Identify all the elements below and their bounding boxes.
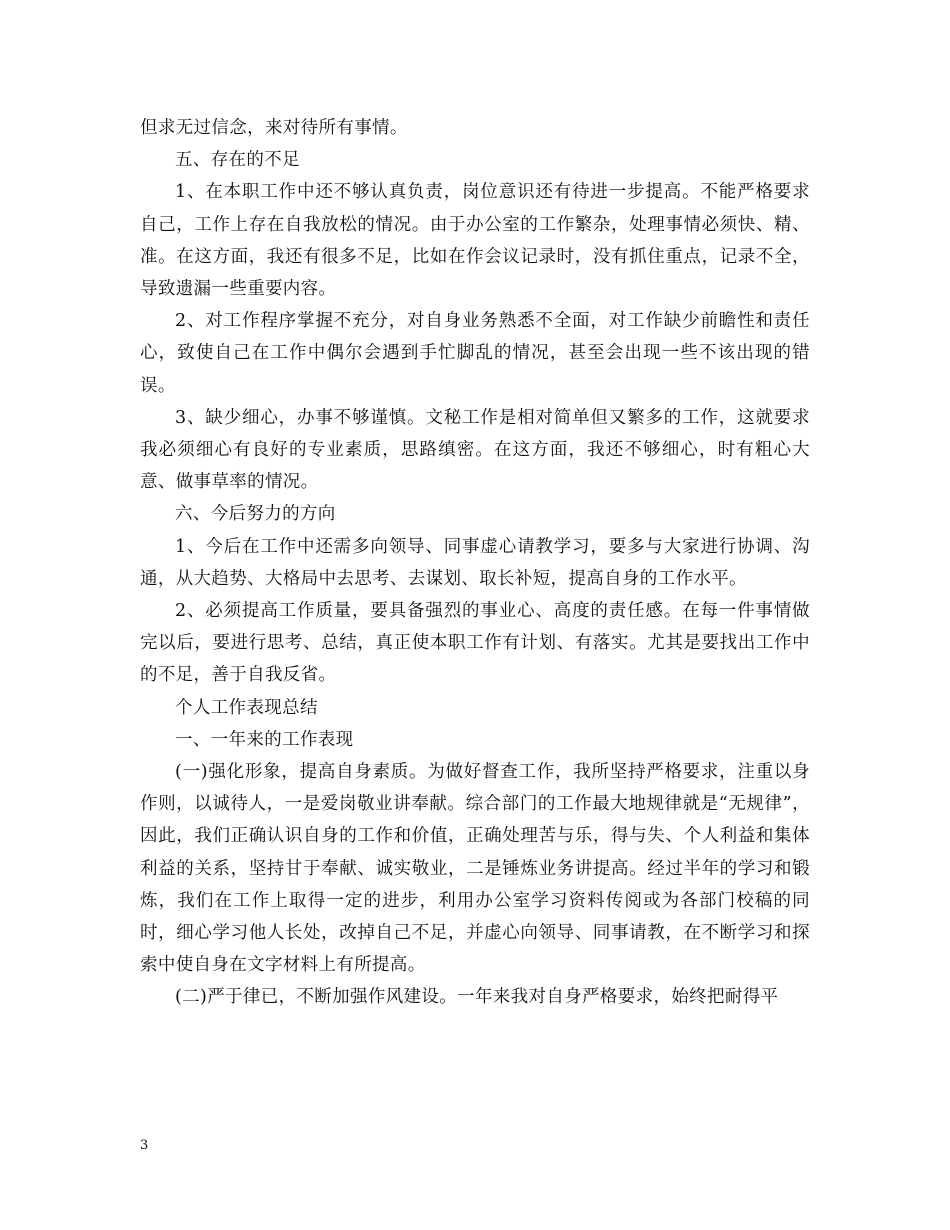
document-body bbox=[140, 112, 810, 1014]
document-subtitle: 个人工作表现总结 bbox=[175, 697, 318, 718]
paragraph-shortcoming-3: 3、缺少细心，办事不够谨慎。文秘工作是相对简单但又繁多的工作，这就要求我必须细心有良好的专业素质，思路缜密。在这方面，我还不够细心，时有粗心大意、做事草率的情况。 bbox=[140, 407, 810, 493]
paragraph-direction-1: 1、今后在工作中还需多向领导、同事虚心请教学习，要多与大家进行协调、沟通，从大趋势、大格局中去思考、去谋划、取长补短，提高自身的工作水平。 bbox=[140, 536, 810, 589]
section-heading-performance: 一、一年来的工作表现 bbox=[175, 729, 354, 750]
paragraph-performance-2: (二)严于律已，不断加强作风建设。一年来我对自身严格要求，始终把耐得平 bbox=[175, 987, 779, 1008]
paragraph-direction-2: 2、必须提高工作质量，要具备强烈的事业心、高度的责任感。在每一件事情做完以后，要进行思考、总结，真正使本职工作有计划、有落实。尤其是要找出工作中的不足，善于自我反省。 bbox=[140, 601, 810, 686]
section-heading-future-direction: 六、今后努力的方向 bbox=[175, 504, 336, 525]
paragraph-continuation: 但求无过信念，来对待所有事情。 bbox=[140, 118, 408, 138]
paragraph-shortcoming-1: 1、在本职工作中还不够认真负责，岗位意识还有待进一步提高。不能严格要求自己，工作上存在自我放松的情况。由于办公室的工作繁杂，处理事情必须快、精、准。在这方面，我还有很多不足，比如在作会议记录时，没有抓住重点，记录不全，导致遗漏一些重要内容。 bbox=[140, 182, 810, 300]
page-number: 3 bbox=[140, 1138, 149, 1153]
section-heading-shortcomings: 五、存在的不足 bbox=[175, 150, 300, 171]
paragraph-performance-1: (一)强化形象，提高自身素质。为做好督查工作，我所坚持严格要求，注重以身作则，以诚待人，一是爱岗敬业讲奉献。综合部门的工作最大地规律就是“无规律”，因此，我们正确认识自身的工作和价值，正确处理苦与乐，得与失、个人利益和集体利益的关系，坚持甘于奉献、诚实敬业，二是锤炼业务讲提高。经过半年的学习和锻炼，我们在工作上取得一定的进步，利用办公室学习资料传阅或为各部门校稿的同时，细心学习他人长处，改掉自己不足，并虚心向领导、同事请教，在不断学习和探索中使自身在文字材料上有所提高。 bbox=[140, 762, 810, 976]
paragraph-shortcoming-2: 2、对工作程序掌握不充分，对自身业务熟悉不全面，对工作缺少前瞻性和责任心，致使自己在工作中偶尔会遇到手忙脚乱的情况，甚至会出现一些不该出现的错误。 bbox=[140, 311, 810, 396]
